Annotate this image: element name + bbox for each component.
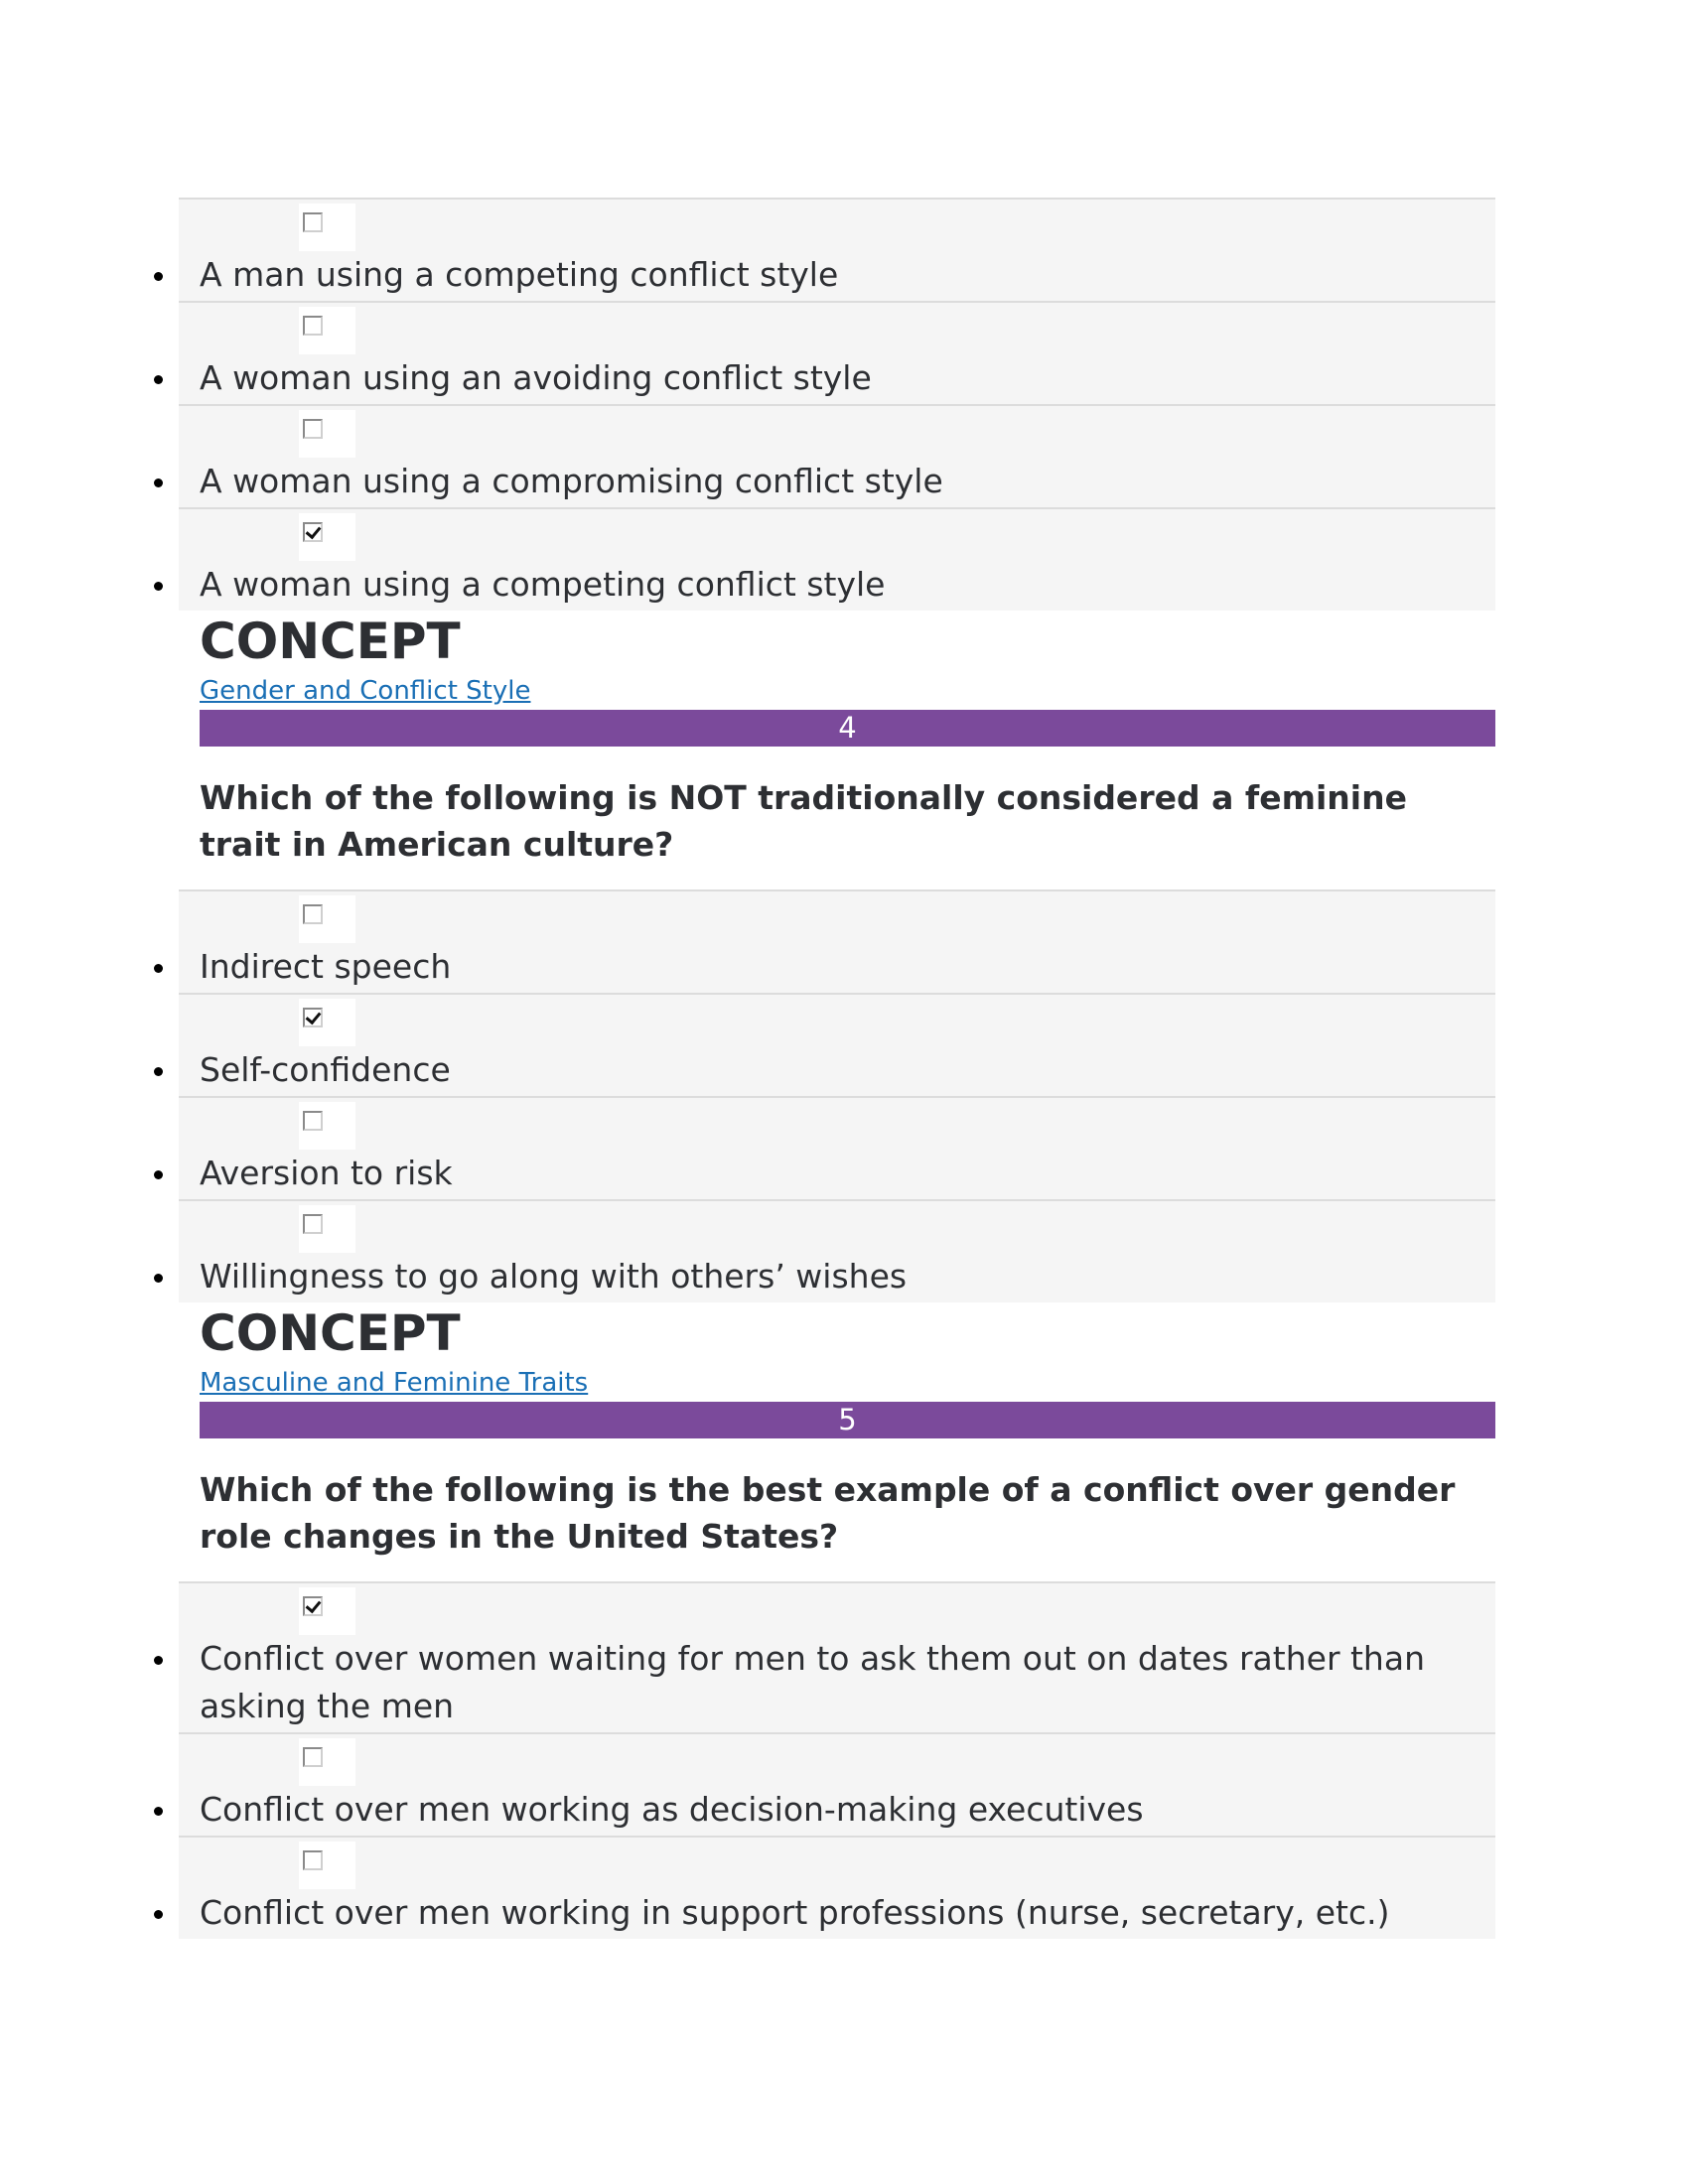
answer-option[interactable] <box>179 198 1495 301</box>
answer-option-label: • Conflict over women waiting for men to ask them out on dates rather than asking the men <box>200 1639 1425 1725</box>
answer-option-label: • Conflict over men working in support professions (nurse, secretary, etc.) <box>200 1893 1390 1932</box>
concept-heading: CONCEPT <box>200 1304 461 1362</box>
concept-section <box>179 1302 1495 1402</box>
checkbox-checked-icon[interactable] <box>303 1008 323 1027</box>
checkbox-icon[interactable] <box>303 316 323 336</box>
question-text: Which of the following is the best example of a conflict over gender role changes in the United States? <box>200 1470 1456 1556</box>
checkbox-icon[interactable] <box>303 1850 323 1870</box>
question-number-bar: 4 <box>200 710 1495 747</box>
answer-option[interactable] <box>179 1096 1495 1199</box>
answer-option[interactable] <box>179 301 1495 404</box>
answer-option[interactable] <box>179 1199 1495 1302</box>
concept-heading: CONCEPT <box>200 613 461 670</box>
checkbox-checked-icon[interactable] <box>303 522 323 542</box>
answer-option[interactable] <box>179 404 1495 507</box>
checkbox-icon[interactable] <box>303 212 323 232</box>
checkbox-icon[interactable] <box>303 904 323 924</box>
checkbox-icon[interactable] <box>303 1747 323 1767</box>
checkbox-checked-icon[interactable] <box>303 1596 323 1616</box>
answer-option[interactable] <box>179 1836 1495 1939</box>
question-number-bar: 5 <box>200 1402 1495 1438</box>
answer-options <box>179 889 1495 1302</box>
answer-option[interactable] <box>179 1581 1495 1732</box>
question-text: Which of the following is NOT traditionally considered a feminine trait in American culture? <box>200 778 1407 864</box>
answer-option[interactable] <box>179 889 1495 993</box>
answer-option-label: • Willingness to go along with others’ wishes <box>200 1257 908 1296</box>
concept-link[interactable]: Gender and Conflict Style <box>200 676 531 706</box>
answer-option-label: • Self-confidence <box>200 1050 451 1089</box>
concept-link[interactable]: Masculine and Feminine Traits <box>200 1368 589 1398</box>
answer-options <box>179 1581 1495 1939</box>
answer-option-label: • Indirect speech <box>200 947 452 986</box>
answer-option-label: • Conflict over men working as decision-making executives <box>200 1790 1144 1829</box>
answer-option-label: • A man using a competing conflict style <box>200 255 839 294</box>
checkbox-icon[interactable] <box>303 1111 323 1131</box>
checkbox-icon[interactable] <box>303 1214 323 1234</box>
answer-option-label: • A woman using a competing conflict style <box>200 565 886 604</box>
checkbox-icon[interactable] <box>303 419 323 439</box>
answer-option[interactable] <box>179 507 1495 611</box>
quiz-page <box>179 198 1495 1939</box>
concept-section <box>179 611 1495 710</box>
answer-option[interactable] <box>179 993 1495 1096</box>
answer-option[interactable] <box>179 1732 1495 1836</box>
answer-option-label: • A woman using a compromising conflict style <box>200 462 943 500</box>
answer-option-label: • A woman using an avoiding conflict style <box>200 358 872 397</box>
answer-option-label: • Aversion to risk <box>200 1154 453 1192</box>
answer-options <box>179 198 1495 611</box>
